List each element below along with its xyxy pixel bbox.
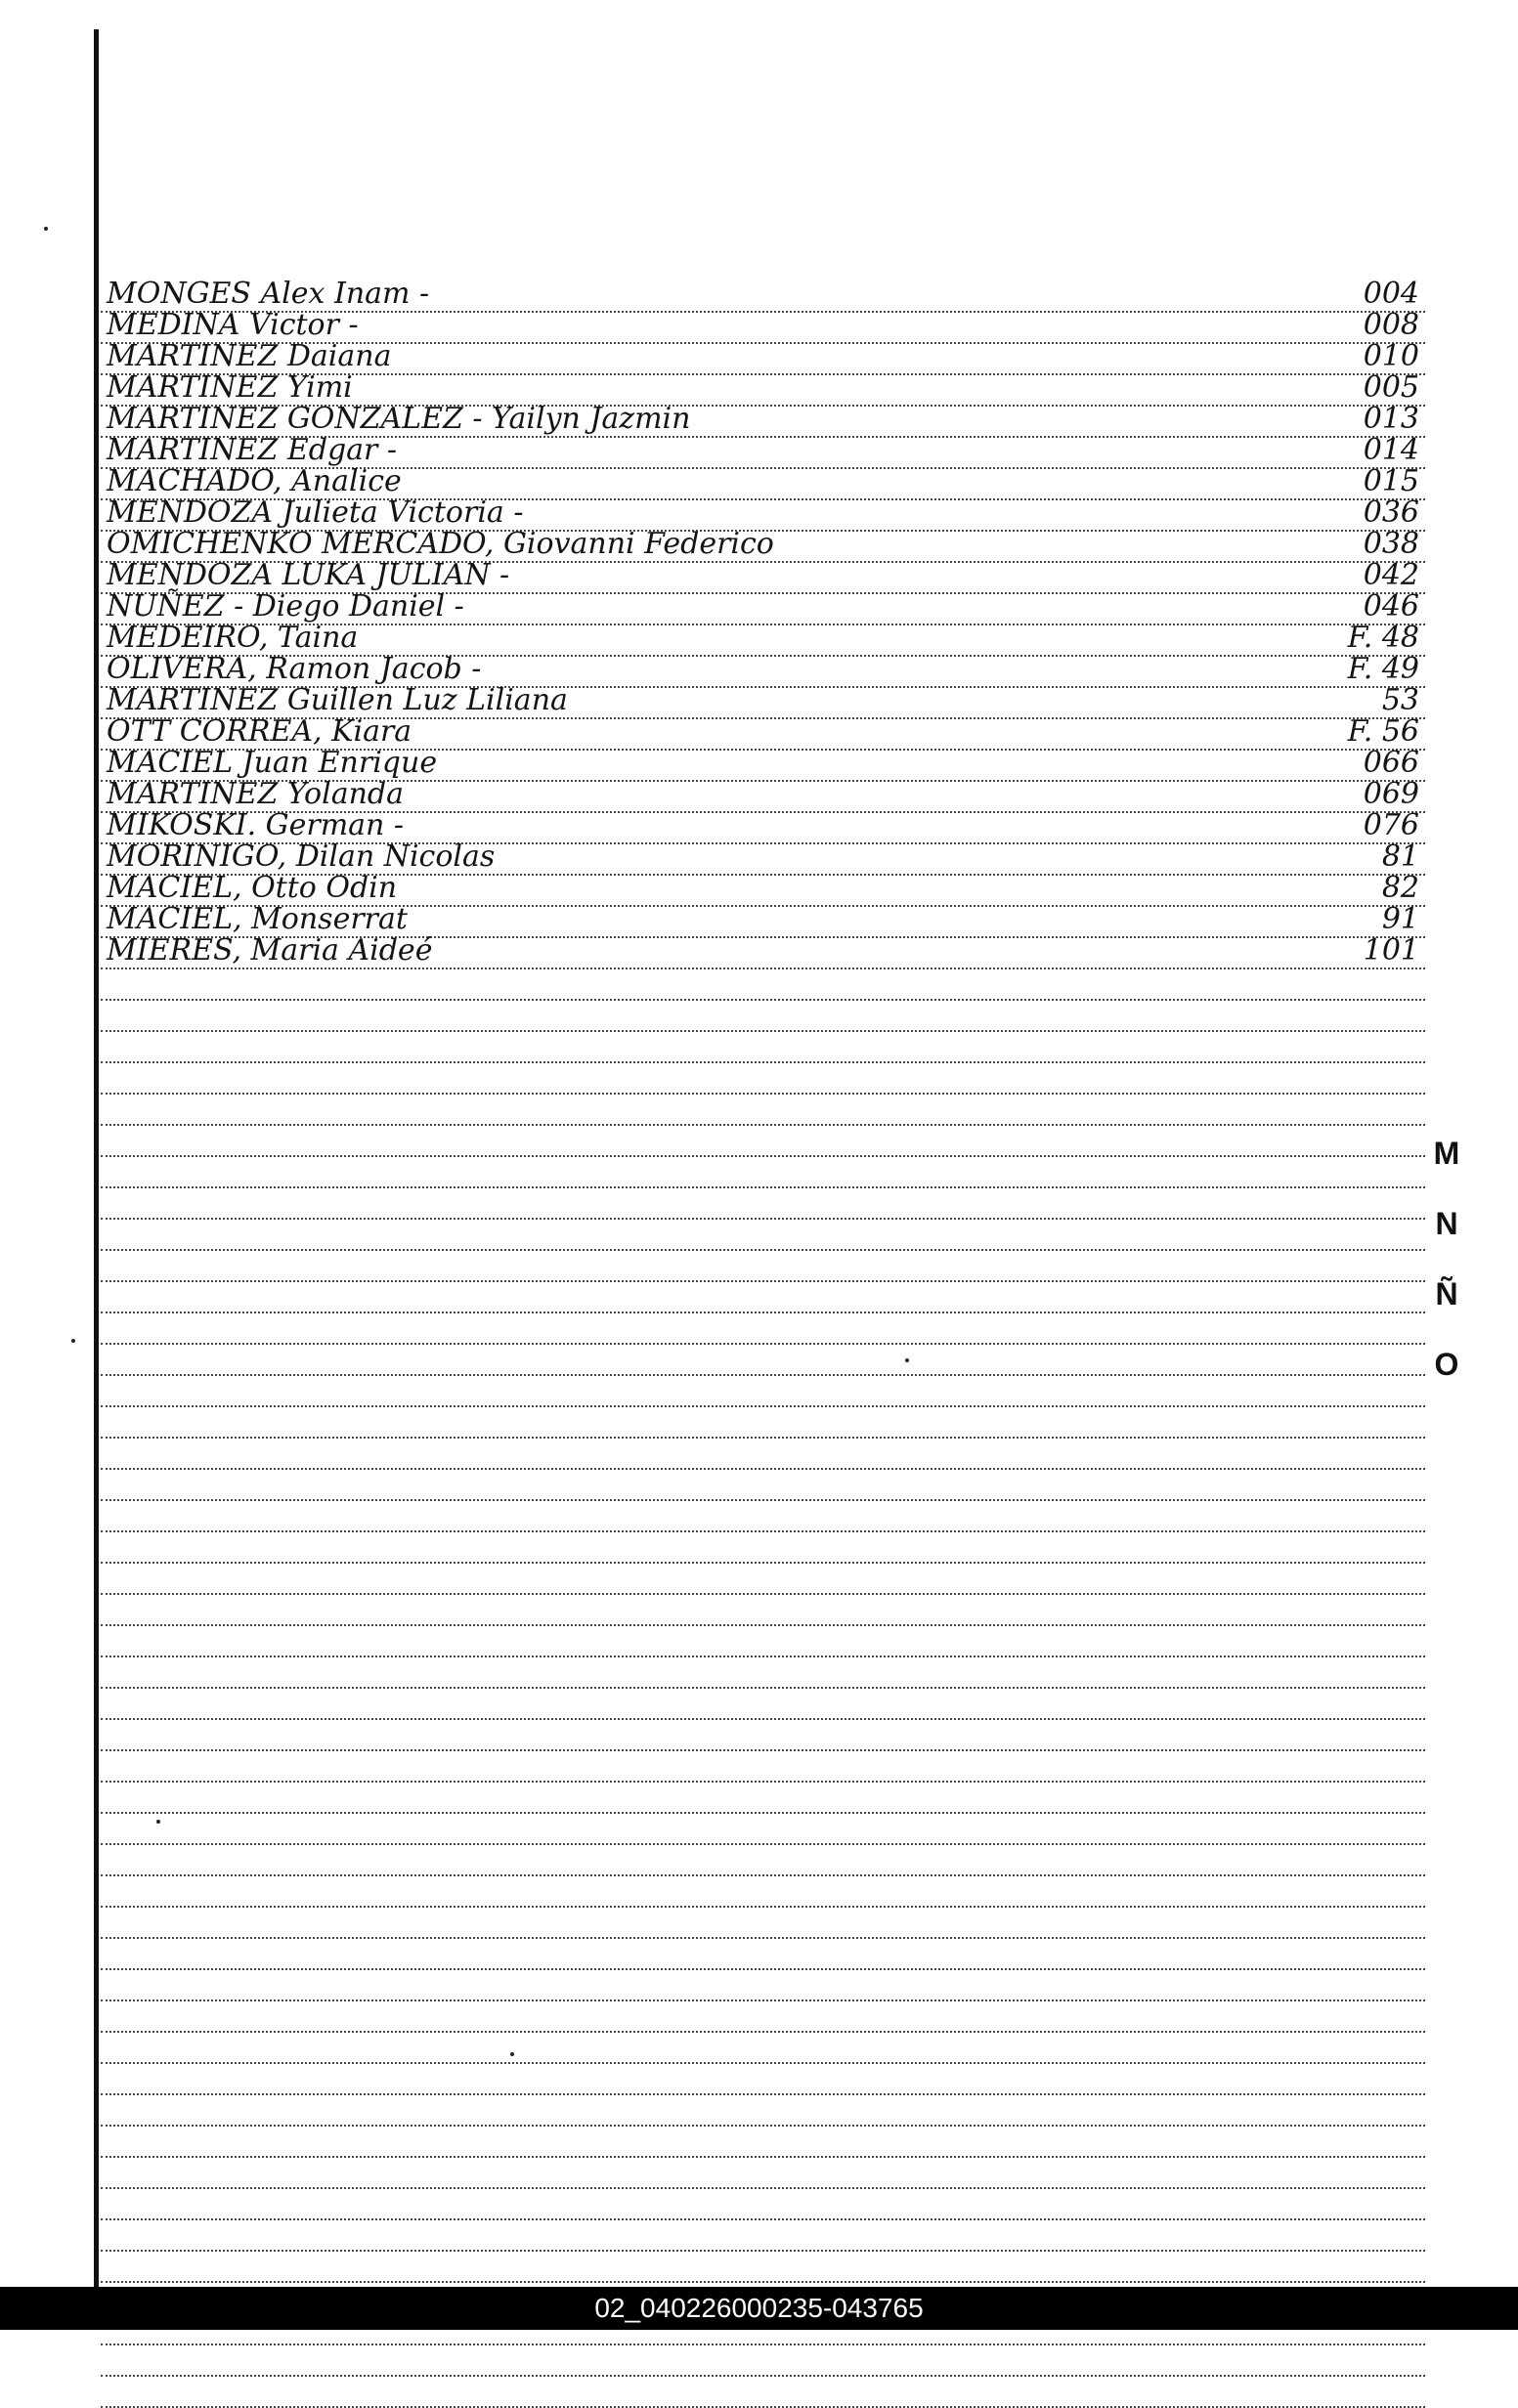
entry-number: 005 <box>1363 370 1419 405</box>
blank-line <box>101 1595 1425 1626</box>
blank-line <box>101 1032 1425 1063</box>
entry-number: 046 <box>1363 589 1419 624</box>
entry-number: F. 56 <box>1347 714 1419 749</box>
index-letter: M <box>1433 1136 1460 1171</box>
blank-line <box>101 2095 1425 2127</box>
entry-name: OTT CORREA, Kiara <box>107 714 412 749</box>
blank-line <box>101 2158 1425 2189</box>
entry-number: 038 <box>1363 527 1419 561</box>
entry-number: F. 49 <box>1347 652 1419 686</box>
entry-number: 013 <box>1363 402 1419 436</box>
blank-line <box>101 1282 1425 1313</box>
blank-line <box>101 1407 1425 1439</box>
index-letters <box>1427 1134 1466 1415</box>
blank-line <box>101 2377 1425 2408</box>
blank-line <box>101 1345 1425 1376</box>
blank-line <box>101 1657 1425 1689</box>
entry-number: 069 <box>1363 777 1419 811</box>
entry-name: MACIEL, Monserrat <box>107 902 408 936</box>
footer-code: 02_040226000235-043765 <box>0 2287 1518 2330</box>
blank-line <box>101 2189 1425 2220</box>
blank-line <box>101 1001 1425 1032</box>
entry-number: 066 <box>1363 746 1419 780</box>
entry-name: MARTINEZ Edgar - <box>107 433 398 467</box>
blank-line <box>101 2001 1425 2033</box>
ruled-sheet <box>101 277 1425 2408</box>
entry-name: MENDOZA Julieta Victoria - <box>107 495 524 530</box>
blank-line <box>101 1783 1425 1814</box>
entry-number: 008 <box>1363 308 1419 342</box>
blank-line <box>101 2064 1425 2095</box>
index-letter: N <box>1435 1206 1458 1241</box>
blank-line <box>101 1251 1425 1282</box>
entry-number: 53 <box>1381 683 1419 717</box>
blank-line <box>101 1188 1425 1220</box>
blank-line <box>101 1814 1425 1845</box>
blank-line <box>101 1501 1425 1532</box>
blank-line <box>101 1313 1425 1345</box>
blank-line <box>101 1439 1425 1470</box>
blank-line <box>101 1970 1425 2001</box>
blank-line <box>101 2345 1425 2377</box>
entry-name: OLIVERA, Ramon Jacob - <box>107 652 482 686</box>
entry-name: MONGES Alex Inam - <box>107 277 430 311</box>
blank-line <box>101 1564 1425 1595</box>
blank-line <box>101 1720 1425 1751</box>
index-letter: Ñ <box>1435 1276 1458 1312</box>
stray-dot <box>71 1339 75 1343</box>
index-letter: O <box>1434 1347 1459 1382</box>
entry-name: MACHADO, Analice <box>107 464 402 498</box>
blank-line <box>101 1845 1425 1876</box>
entry-number: F. 48 <box>1347 621 1419 655</box>
entry-name: MORINIGO, Dilan Nicolas <box>107 839 496 874</box>
entry-name: MIKOSKI. German - <box>107 808 405 842</box>
blank-line <box>101 1126 1425 1157</box>
entry-name: MARTINEZ GONZALEZ - Yailyn Jazmin <box>107 402 691 436</box>
blank-line <box>101 1063 1425 1095</box>
entry-name: MACIEL Juan Enrique <box>107 746 438 780</box>
list-item <box>101 933 1425 969</box>
blank-line <box>101 2127 1425 2158</box>
entry-number: 015 <box>1363 464 1419 498</box>
entry-number: 81 <box>1381 839 1419 874</box>
margin-line <box>94 29 99 2287</box>
blank-line <box>101 1939 1425 1970</box>
entry-number: 076 <box>1363 808 1419 842</box>
blank-line <box>101 1376 1425 1407</box>
blank-line <box>101 2220 1425 2252</box>
entry-name: MARTINEZ Daiana <box>107 339 392 373</box>
entry-number: 042 <box>1363 558 1419 592</box>
blank-line <box>101 1908 1425 1939</box>
blank-line <box>101 1157 1425 1188</box>
blank-line <box>101 2252 1425 2283</box>
blank-line <box>101 1876 1425 1908</box>
entry-name: MACIEL, Otto Odin <box>107 871 398 905</box>
entry-number: 91 <box>1381 902 1419 936</box>
blank-line <box>101 969 1425 1001</box>
entry-name: OMICHENKO MERCADO, Giovanni Federico <box>107 527 774 561</box>
entry-number: 82 <box>1381 871 1419 905</box>
entry-name: MEDINA Victor - <box>107 308 359 342</box>
blank-line <box>101 2033 1425 2064</box>
blank-line <box>101 1689 1425 1720</box>
entry-name: MARTINEZ Yolanda <box>107 777 404 811</box>
blank-line <box>101 1626 1425 1657</box>
entry-number: 004 <box>1363 277 1419 311</box>
entry-number: 101 <box>1363 933 1419 968</box>
blank-line <box>101 1095 1425 1126</box>
entry-number: 036 <box>1363 495 1419 530</box>
blank-line <box>101 1470 1425 1501</box>
entry-name: MEDEIRO, Taina <box>107 621 359 655</box>
blank-line <box>101 1751 1425 1783</box>
entry-name: NUÑEZ - Diego Daniel - <box>107 589 464 624</box>
entry-name: MIERES, Maria Aideé <box>107 933 433 968</box>
entry-number: 014 <box>1363 433 1419 467</box>
blank-line <box>101 1532 1425 1564</box>
blank-line <box>101 1220 1425 1251</box>
entry-name: MARTINEZ Guillen Luz Liliana <box>107 683 568 717</box>
entry-name: MARTINEZ Yimi <box>107 370 353 405</box>
entry-name: MENDOZA LUKA JULIAN - <box>107 558 510 592</box>
stray-dot <box>44 227 48 231</box>
entry-number: 010 <box>1363 339 1419 373</box>
